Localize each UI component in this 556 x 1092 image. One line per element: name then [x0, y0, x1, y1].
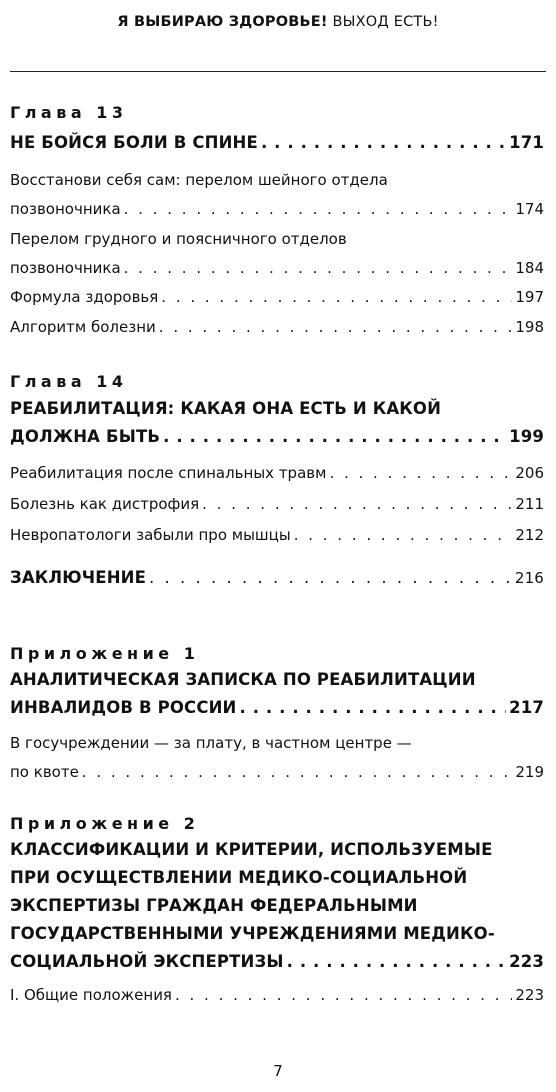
- toc-line: [10, 423, 544, 451]
- appendix-title-text: КЛАССИФИКАЦИИ И КРИТЕРИИ, ИСПОЛЬЗУЕМЫЕ: [10, 840, 493, 859]
- chapter-title-text: ДОЛЖНА БЫТЬ: [10, 427, 161, 446]
- appendix-title[interactable]: [10, 666, 544, 722]
- appendix-title-text: СОЦИАЛЬНОЙ ЭКСПЕРТИЗЫ: [10, 952, 284, 971]
- dot-leader: [124, 254, 513, 283]
- toc-entry[interactable]: [10, 981, 544, 1010]
- page-number: 184: [515, 259, 544, 277]
- entry-text: Восстанови себя сам: перелом шейного отдела: [10, 171, 388, 189]
- toc-line: [10, 981, 544, 1010]
- page-number: 198: [515, 318, 544, 336]
- entry-text: Реабилитация после спинальных травм: [10, 464, 327, 482]
- entry-text: I. Общие положения: [10, 986, 172, 1004]
- toc-line: [10, 521, 544, 550]
- dot-leader: [82, 758, 513, 787]
- dot-leader: [161, 283, 512, 312]
- page-number: 212: [515, 526, 544, 544]
- entry-text: позвоночника: [10, 259, 121, 277]
- toc-entry[interactable]: [10, 283, 544, 312]
- dot-leader: [149, 564, 512, 592]
- dot-leader: [329, 459, 512, 488]
- dot-leader: [287, 948, 506, 976]
- entry-text: В госучреждении — за плату, в частном центре —: [10, 734, 412, 752]
- appendix-label: Приложение 2: [10, 814, 200, 833]
- page-number: 217: [509, 698, 544, 717]
- appendix-title-text: АНАЛИТИЧЕСКАЯ ЗАПИСКА ПО РЕАБИЛИТАЦИИ: [10, 670, 476, 689]
- entry-text: Невропатологи забыли про мышцы: [10, 526, 291, 544]
- toc-line: [10, 459, 544, 488]
- toc-entry[interactable]: [10, 459, 544, 488]
- chapter-label: Глава 14: [10, 372, 128, 391]
- toc-line: [10, 490, 544, 519]
- dot-leader: [240, 694, 507, 722]
- chapter-label: Глава 13: [10, 103, 128, 122]
- running-head-bold: Я ВЫБИРАЮ ЗДОРОВЬЕ!: [117, 14, 328, 30]
- page-number: 211: [515, 495, 544, 513]
- toc-line: [10, 283, 544, 312]
- running-head: [0, 14, 556, 30]
- chapter-title-text: НЕ БОЙСЯ БОЛИ В СПИНЕ: [10, 133, 258, 152]
- toc-line: [10, 564, 544, 592]
- page-number: 223: [515, 986, 544, 1004]
- toc-entry[interactable]: [10, 225, 544, 283]
- dot-leader: [175, 981, 512, 1010]
- entry-text: по квоте: [10, 763, 79, 781]
- entry-text: Болезнь как дистрофия: [10, 495, 200, 513]
- toc-line: [10, 948, 544, 976]
- page-number: 199: [509, 427, 544, 446]
- appendix-title-text: ГОСУДАРСТВЕННЫМИ УЧРЕЖДЕНИЯМИ МЕДИКО-: [10, 924, 495, 943]
- conclusion-title: ЗАКЛЮЧЕНИЕ: [10, 568, 147, 587]
- toc-line: [10, 313, 544, 342]
- page-number: 174: [515, 200, 544, 218]
- dot-leader: [261, 129, 506, 157]
- toc-entry[interactable]: [10, 490, 544, 519]
- appendix-title-text: ПРИ ОСУЩЕСТВЛЕНИИ МЕДИКО-СОЦИАЛЬНОЙ: [10, 868, 468, 887]
- toc-entry[interactable]: [10, 313, 544, 342]
- entry-text: Перелом грудного и поясничного отделов: [10, 230, 347, 248]
- chapter-title[interactable]: [10, 129, 544, 157]
- dot-leader: [124, 195, 513, 224]
- running-head-regular: ВЫХОД ЕСТЬ!: [332, 14, 439, 30]
- dot-leader: [159, 313, 513, 342]
- appendix-title-text: ИНВАЛИДОВ В РОССИИ: [10, 698, 237, 717]
- folio-page-number: 7: [273, 1062, 283, 1080]
- toc-entry[interactable]: [10, 729, 544, 787]
- conclusion-entry[interactable]: [10, 564, 544, 592]
- entry-text: Алгоритм болезни: [10, 318, 156, 336]
- appendix-label: Приложение 1: [10, 644, 200, 663]
- toc-line: [10, 694, 544, 722]
- dot-leader: [202, 490, 512, 519]
- page-number: 219: [515, 763, 544, 781]
- page-number: 171: [509, 133, 544, 152]
- toc-entry[interactable]: [10, 166, 544, 224]
- page-number: 223: [509, 952, 544, 971]
- appendix-title-text: ЭКСПЕРТИЗЫ ГРАЖДАН ФЕДЕРАЛЬНЫМИ: [10, 896, 418, 915]
- page-number: 216: [514, 569, 544, 587]
- toc-line: [10, 195, 544, 224]
- header-rule: [10, 71, 546, 72]
- toc-line: [10, 129, 544, 157]
- entry-text: Формула здоровья: [10, 288, 159, 306]
- dot-leader: [163, 423, 506, 451]
- dot-leader: [294, 521, 513, 550]
- chapter-title-text: РЕАБИЛИТАЦИЯ: КАКАЯ ОНА ЕСТЬ И КАКОЙ: [10, 399, 442, 418]
- toc-line: [10, 758, 544, 787]
- toc-line: [10, 254, 544, 283]
- toc-entry[interactable]: [10, 521, 544, 550]
- appendix-title[interactable]: [10, 836, 544, 976]
- entry-text: позвоночника: [10, 200, 121, 218]
- page-number: 197: [515, 288, 544, 306]
- page-number: 206: [515, 464, 544, 482]
- chapter-title[interactable]: [10, 395, 544, 451]
